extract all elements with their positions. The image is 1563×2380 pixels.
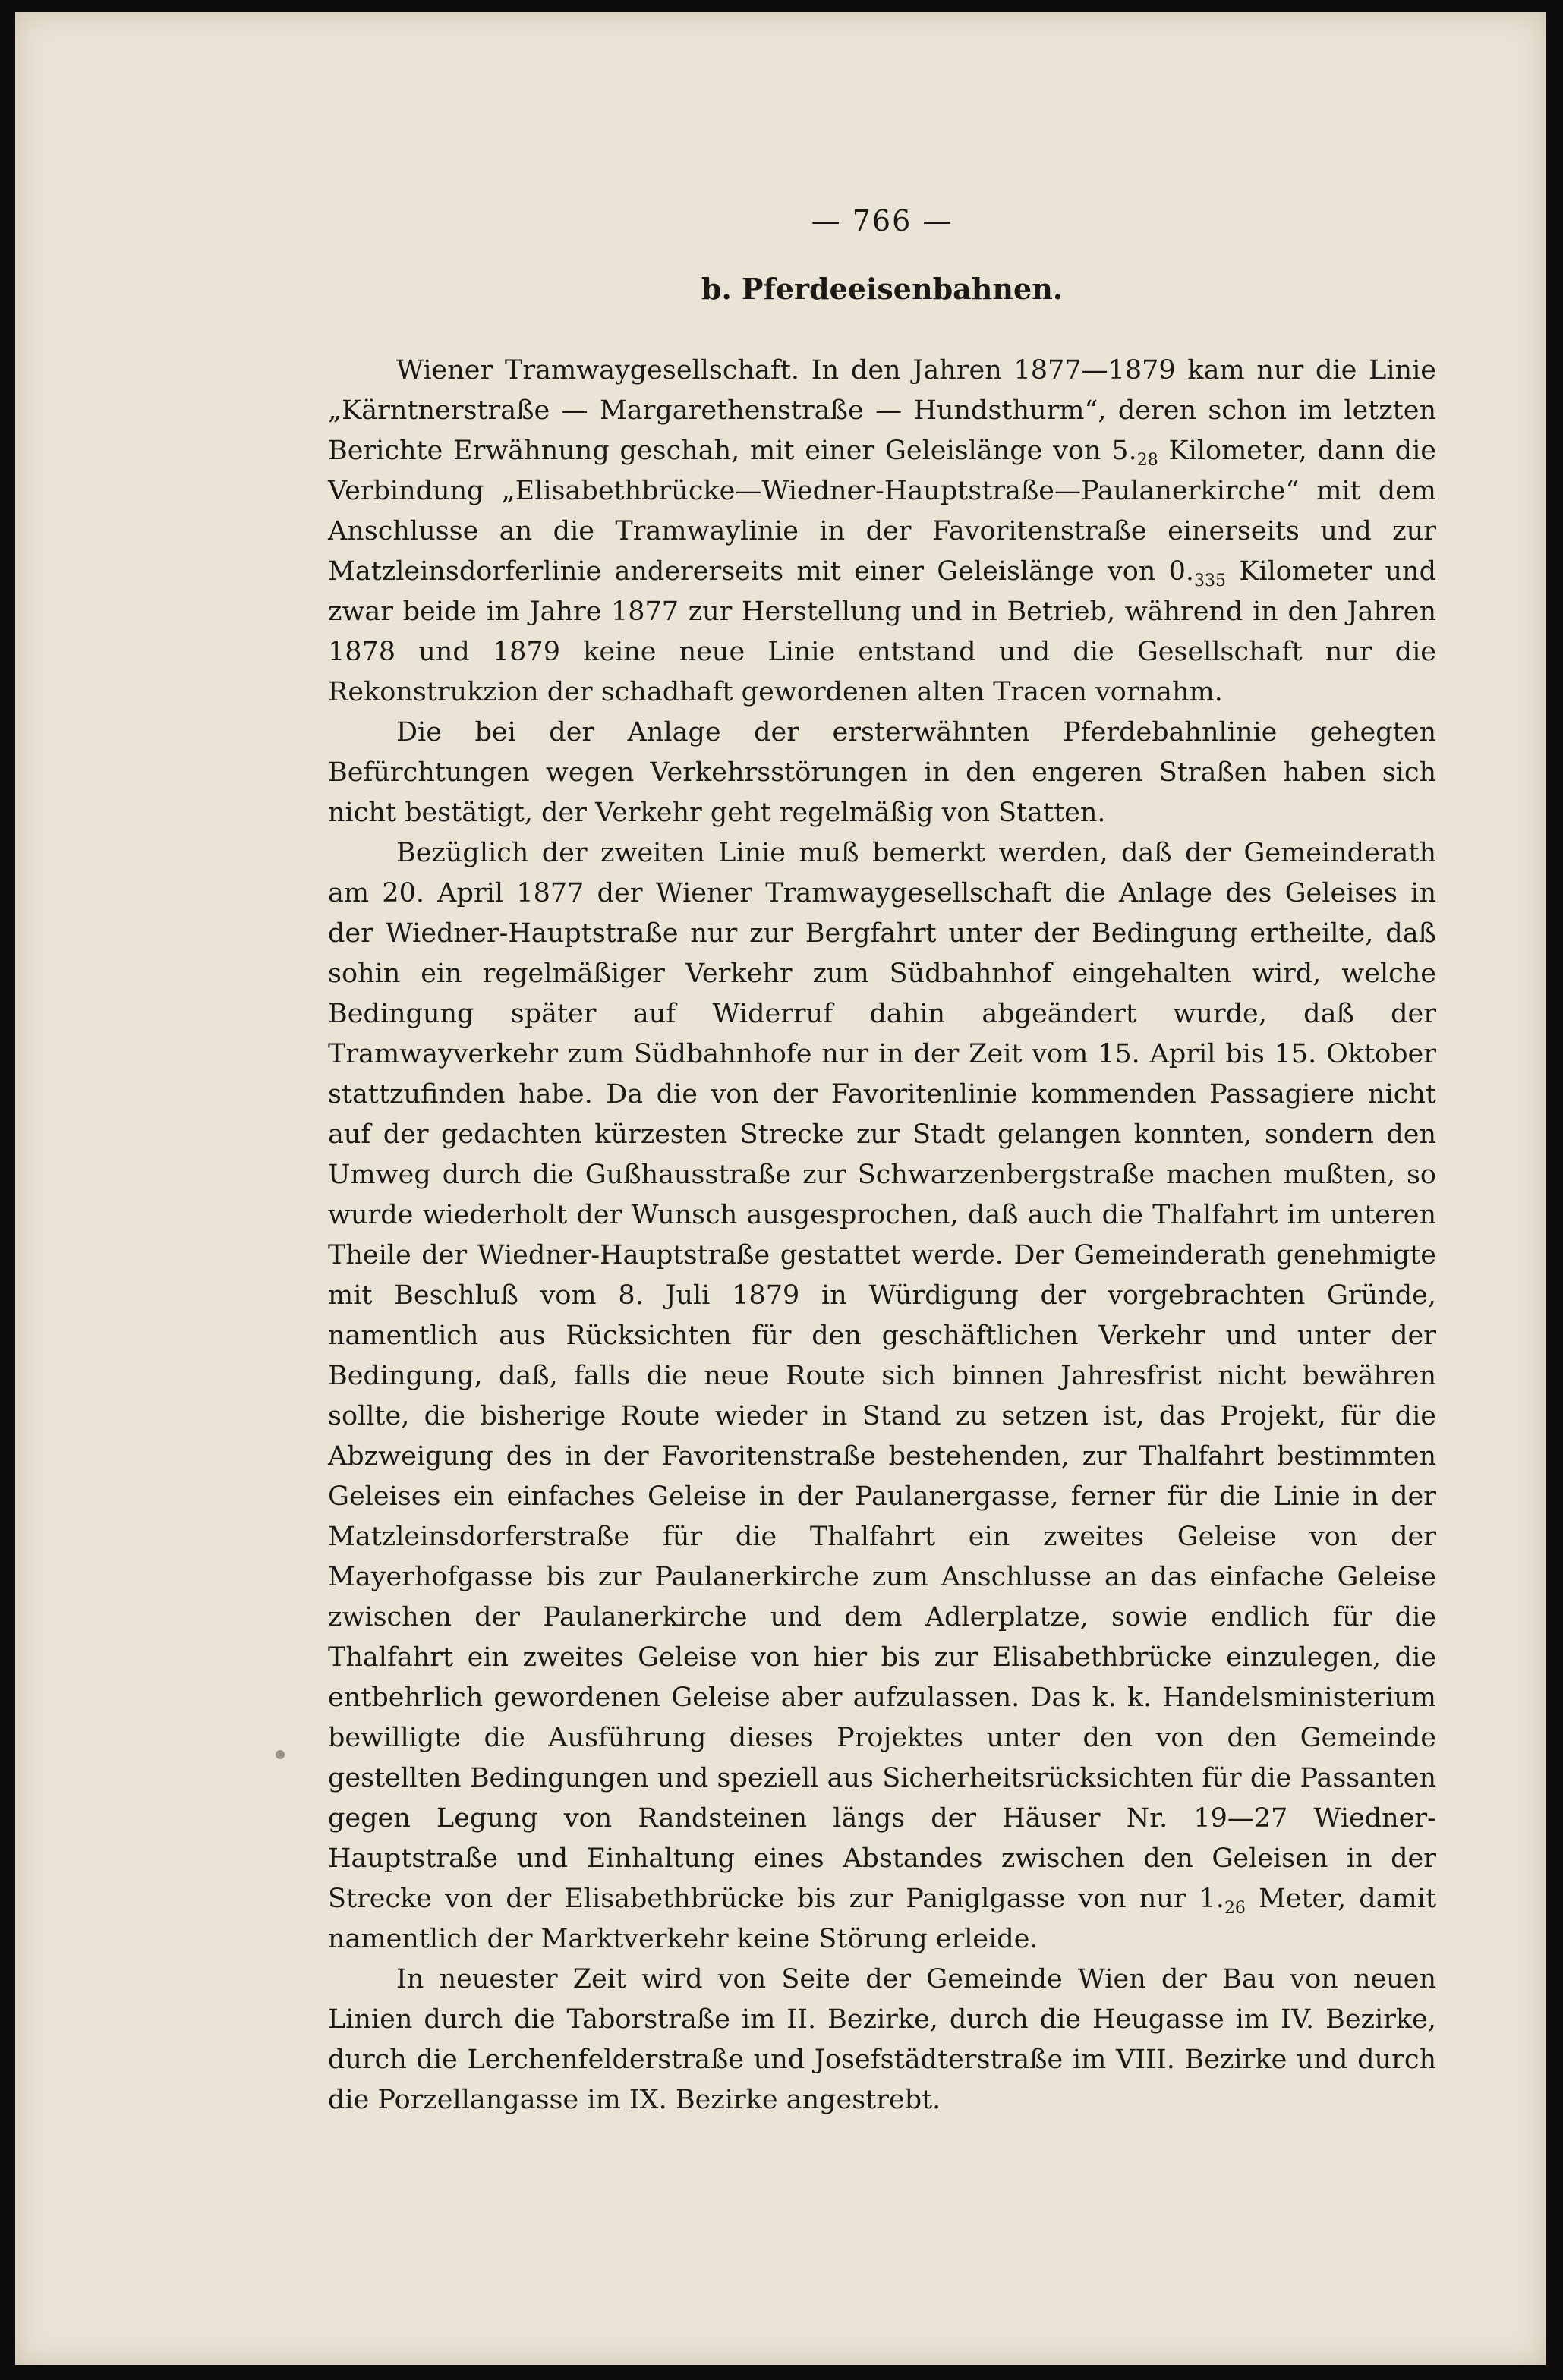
subscript-decimal: 335 xyxy=(1193,571,1226,590)
paragraph-text: Wiener Tramwaygesellschaft. In den Jahren 1877—1879 kam nur die Linie „Kärntnerstraße — Margarethenstraße — Hundsthurm“, deren schon im letzten Berichte Erwähnung geschah, mit einer Geleislänge von 5. xyxy=(328,355,1436,466)
paragraph-text: Kilometer, dann die Verbindung „Elisabethbrücke—Wiedner-Hauptstraße—Paulanerkirche“ mit dem Anschlusse an die Tramwaylinie in der Favoritenstraße einerseits und zur Matzleinsdorferlinie andererseits mit einer Geleislänge von 0. xyxy=(328,436,1436,587)
section-heading: b. Pferdeeisenbahnen. xyxy=(701,272,1064,306)
scanned-page xyxy=(15,12,1546,2365)
subscript-decimal: 28 xyxy=(1136,451,1158,470)
paragraph-tramway-lines xyxy=(328,351,1436,713)
paragraph-second-line xyxy=(328,833,1436,1960)
subscript-decimal: 26 xyxy=(1224,1899,1246,1918)
paragraph-new-lines: In neuester Zeit wird von Seite der Gemeinde Wien der Bau von neuen Linien durch die Taborstraße im II. Bezirke, durch die Heugasse im IV. Bezirke, durch die Lerchenfelderstraße und Josefstädterstraße im VIII. Bezirke und durch die Porzellangasse im IX. Bezirke angestrebt. xyxy=(328,1964,1436,2115)
text-block xyxy=(328,202,1436,2120)
page-number: — 766 — xyxy=(811,204,953,238)
paragraph-text: Bezüglich der zweiten Linie muß bemerkt werden, daß der Gemeinderath am 20. April 1877 der Wiener Tramwaygesellschaft die Anlage des Geleises in der Wiedner-Hauptstraße nur zur Bergfahrt unter der Bedingung ertheilte, daß sohin ein regelmäßiger Verkehr zum Südbahnhof eingehalten wird, welche Bedingung später auf Widerruf dahin abgeändert wurde, daß der Tramwayverkehr zum Südbahnhofe nur in der Zeit vom 15. April bis 15. Oktober stattzufinden habe. Da die von der Favoritenlinie kommenden Passagiere nicht auf der gedachten kürzesten Strecke zur Stadt gelangen konnten, sondern den Umweg durch die Gußhausstraße zur Schwarzenbergstraße machen mußten, so wurde wiederholt der Wunsch ausgesprochen, daß auch die Thalfahrt im unteren Theile der Wiedner-Hauptstraße gestattet werde. Der Gemeinderath genehmigte mit Beschluß vom 8. Juli 1879 in Würdigung der vorgebrachten Gründe, namentlich aus Rücksichten für den geschäftlichen Verkehr und unter der Bedingung, daß, falls die neue Route sich binnen Jahresfrist nicht bewähren sollte, die bisherige Route wieder in Stand zu setzen ist, das Projekt, für die Abzweigung des in der Favoritenstraße bestehenden, zur Thalfahrt bestimmten Geleises ein einfaches Geleise in der Paulanergasse, ferner für die Linie in der Matzleinsdorferstraße für die Thalfahrt ein zweites Geleise von der Mayerhofgasse bis zur Paulanerkirche zum Anschlusse an das einfache Geleise zwischen der Paulanerkirche und dem Adlerplatze, sowie endlich für die Thalfahrt ein zweites Geleise von hier bis zur Elisabethbrücke einzulegen, die entbehrlich gewordenen Geleise aber aufzulassen. Das k. k. Handelsministerium bewilligte die Ausführung dieses Projektes unter den von den Gemeinde gestellten Bedingungen und speziell aus Sicherheitsrücksichten für die Passanten gegen Legung von Randsteinen längs der Häuser Nr. 19—27 Wiedner-Hauptstraße und Einhaltung eines Abstandes zwischen den Geleisen in der Strecke von der Elisabethbrücke bis zur Paniglgasse von nur 1. xyxy=(328,838,1436,1914)
paragraph-traffic-concerns: Die bei der Anlage der ersterwähnten Pferdebahnlinie gehegten Befürchtungen wegen Verkehrsstörungen in den engeren Straßen haben sich nicht bestätigt, der Verkehr geht regelmäßig von Statten. xyxy=(328,717,1436,828)
paragraph-text: Meter, damit namentlich der Marktverkehr keine Störung erleide. xyxy=(328,1884,1437,1954)
paragraph-text: Kilometer und zwar beide im Jahre 1877 zur Herstellung und in Betrieb, während in den Jahren 1878 und 1879 keine neue Linie entstand und die Gesellschaft nur die Rekonstrukzion der schadhaft gewordenen alten Tracen vornahm. xyxy=(328,556,1436,707)
paper-stain xyxy=(276,1750,285,1759)
